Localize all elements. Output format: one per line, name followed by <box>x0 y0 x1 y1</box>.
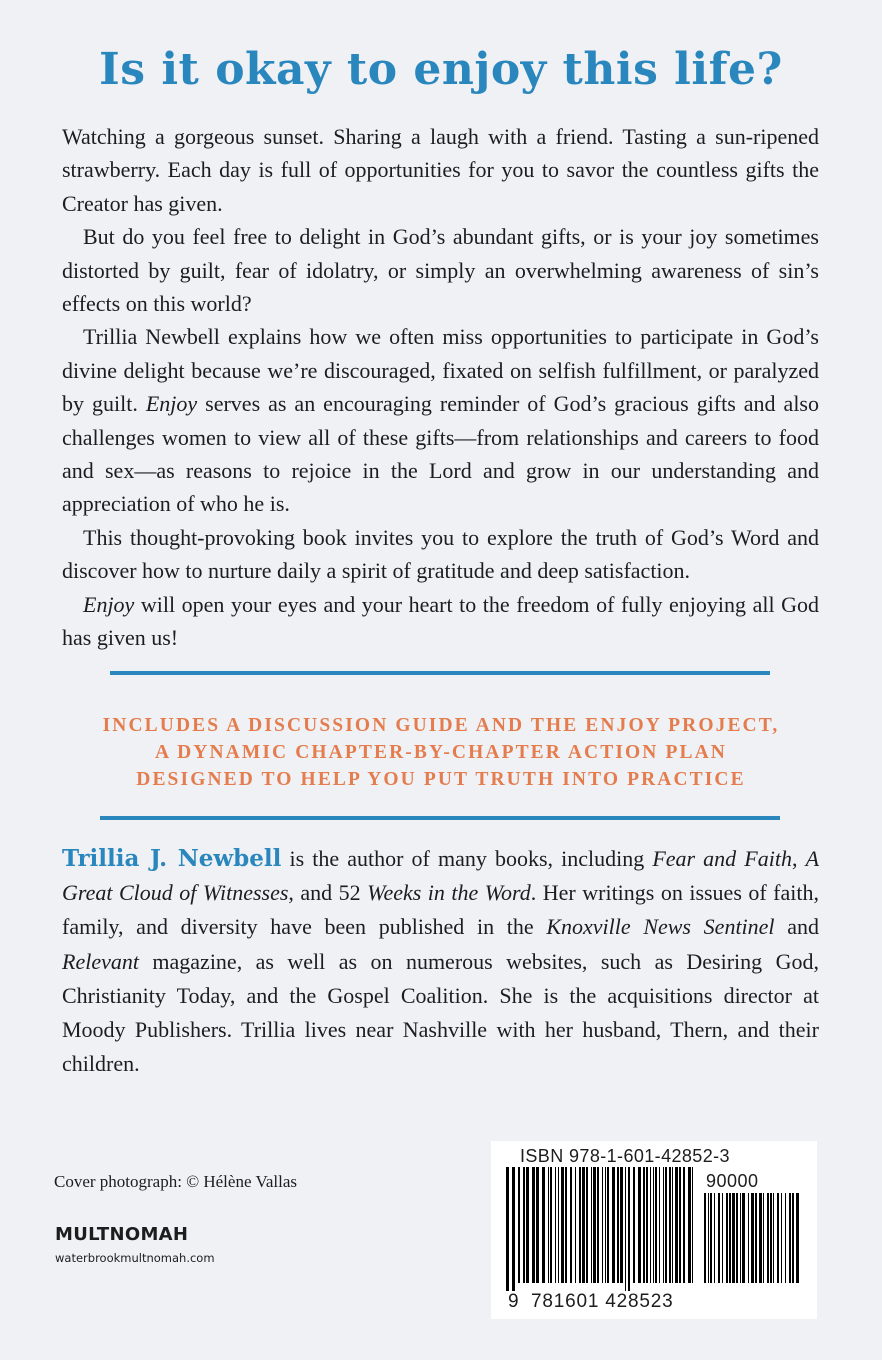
barcode-bar <box>643 1167 645 1283</box>
barcode-bar <box>650 1167 651 1283</box>
barcode-bar <box>591 1167 592 1283</box>
divider-top <box>110 671 770 675</box>
bio-text: . Her writings on issues of faith, family, and diversity have been published in the <box>62 880 819 940</box>
barcode-bar <box>655 1167 657 1283</box>
paragraph-5-text: will open your eyes and your heart to the freedom of fully enjoying all God has given us! <box>62 591 819 651</box>
barcode-bar <box>679 1167 681 1283</box>
barcode-bar <box>736 1193 738 1283</box>
barcode-bar <box>638 1167 641 1283</box>
barcode-bar <box>714 1193 715 1283</box>
barcode-bar <box>548 1167 549 1283</box>
barcode-bar <box>628 1167 630 1291</box>
publisher-logo: MULTNOMAH <box>55 1224 189 1245</box>
barcode-bar <box>781 1193 782 1283</box>
barcode-bar <box>704 1193 706 1283</box>
bio-publication-title: Relevant <box>62 948 139 974</box>
barcode-bar <box>773 1193 774 1283</box>
barcode-bar <box>675 1167 678 1283</box>
description-paragraph-1: Watching a gorgeous sunset. Sharing a laugh with a friend. Tasting a sun-ripened strawberry. Each day is full of opportunities for you to savor the countless gifts the Creator has given. <box>62 124 819 216</box>
barcode-bar <box>659 1167 660 1283</box>
barcode-bar <box>755 1193 757 1283</box>
paragraph-3-text-b: serves as an encouraging reminder of God’s gracious gifts and also challenges women to view all of these gifts—from relationships and careers to food and sex—as reasons to rejoice in the Lord and grow in our understanding and appreciation of who he is. <box>62 391 819 517</box>
price-barcode <box>704 1193 802 1291</box>
barcode-bar <box>605 1167 606 1283</box>
barcode-bar <box>620 1167 623 1283</box>
discussion-guide-callout <box>0 712 882 793</box>
barcode-bar <box>759 1193 762 1283</box>
price-code: 90000 <box>706 1171 759 1191</box>
barcode-bar <box>767 1193 769 1283</box>
barcode-bar <box>665 1167 667 1283</box>
barcode-bar <box>570 1167 572 1283</box>
callout-line-1: INCLUDES A DISCUSSION GUIDE AND THE ENJOY PROJECT, <box>102 715 780 736</box>
paragraph-3-text-a: Trillia Newbell explains how we often miss opportunities to participate in God’s divine delight because we’re discouraged, fixated on selfish fulfillment, or paralyzed by guilt. <box>62 324 819 417</box>
book-headline: Is it okay to enjoy this life? <box>99 44 783 95</box>
barcode-bar <box>732 1193 735 1283</box>
barcode-bar <box>582 1167 585 1283</box>
barcode-bar <box>785 1193 786 1283</box>
description-paragraph-3 <box>62 320 819 520</box>
barcode-bar <box>669 1167 671 1283</box>
barcode-bar <box>751 1193 754 1283</box>
barcode-bar <box>512 1167 515 1291</box>
barcode-bar <box>729 1193 731 1283</box>
barcode-bar <box>586 1167 588 1283</box>
barcode-bar <box>688 1167 691 1283</box>
barcode-bar <box>763 1193 764 1283</box>
photo-credit: Cover photograph: © Hélène Vallas <box>54 1172 297 1191</box>
barcode-digits: 781601 428523 <box>531 1291 674 1312</box>
barcode-bar <box>692 1167 693 1283</box>
barcode-bar <box>506 1167 509 1291</box>
description-paragraph-4: This thought-provoking book invites you to explore the truth of God’s Word and discover how to nurture daily a spirit of gratitude and deep satisfaction. <box>62 524 819 584</box>
barcode-bar <box>672 1167 673 1283</box>
barcode-bar <box>742 1193 745 1283</box>
barcode-bar <box>526 1167 529 1283</box>
barcode-bar <box>597 1167 599 1283</box>
barcode-bar <box>542 1167 545 1283</box>
barcode-bar <box>722 1193 723 1283</box>
barcode-bar <box>789 1193 791 1283</box>
bio-text: and <box>774 914 819 940</box>
barcode-bar <box>579 1167 581 1283</box>
barcode-bar <box>575 1167 576 1283</box>
barcode-bar <box>625 1167 626 1291</box>
bio-text: , and 52 <box>288 880 368 906</box>
description-paragraph-5 <box>62 588 819 655</box>
bio-text: is the author of many books, including <box>281 846 653 871</box>
barcode-bar <box>710 1193 712 1283</box>
barcode-bar <box>792 1193 794 1283</box>
bio-publication-title: Knoxville News Sentinel <box>546 914 775 940</box>
barcode-bar <box>718 1193 720 1283</box>
barcode-bar <box>663 1167 664 1283</box>
bio-book-title: A Great Cloud of Witnesses <box>62 846 820 906</box>
barcode-bar <box>653 1167 654 1283</box>
book-title-enjoy: Enjoy <box>83 591 135 617</box>
barcode-bar <box>607 1167 609 1283</box>
barcode-bar <box>518 1167 520 1283</box>
barcode-bar <box>777 1193 779 1283</box>
barcode-bar <box>536 1167 539 1283</box>
author-bio <box>62 842 819 1081</box>
author-name: Trillia J. Newbell <box>62 845 282 872</box>
barcode-bar <box>708 1193 709 1283</box>
description-paragraph-2: But do you feel free to delight in God’s abundant gifts, or is your joy sometimes distorted by guilt, fear of idolatry, or simply an overwhelming awareness of sin’s effects on this world? <box>62 224 819 317</box>
isbn-barcode <box>506 1167 696 1291</box>
barcode-bar <box>683 1167 685 1283</box>
callout-line-2: A DYNAMIC CHAPTER-BY-CHAPTER ACTION PLAN <box>155 742 727 763</box>
bio-text: , <box>791 846 806 871</box>
barcode-bar <box>770 1193 772 1283</box>
barcode-bar <box>617 1167 619 1283</box>
barcode-bar <box>748 1193 749 1283</box>
barcode-bar <box>646 1167 648 1283</box>
bio-book-title: Weeks in the Word <box>367 880 531 906</box>
barcode-bar <box>550 1167 552 1283</box>
barcode-bar <box>740 1193 741 1283</box>
bio-text: magazine, as well as on numerous websites, such as Desiring God, Christianity Today, and the Gospel Coalition. She is the acquisitions director at Moody Publishers. Trillia lives near Nashville with her husband, Thern, and their children. <box>62 948 819 1077</box>
book-title-enjoy: Enjoy <box>145 391 198 417</box>
barcode-bar <box>796 1193 799 1283</box>
barcode-panel <box>491 1141 817 1319</box>
barcode-bar <box>561 1167 564 1283</box>
publisher-website: waterbrookmultnomah.com <box>55 1251 215 1265</box>
barcode-lead-digit: 9 <box>508 1291 519 1312</box>
barcode-bar <box>593 1167 596 1283</box>
barcode-bar <box>523 1167 525 1283</box>
divider-bottom <box>100 816 780 820</box>
barcode-bar <box>633 1167 635 1283</box>
barcode-bar <box>565 1167 567 1283</box>
barcode-bar <box>532 1167 535 1283</box>
callout-line-3: DESIGNED TO HELP YOU PUT TRUTH INTO PRACTICE <box>136 769 746 790</box>
isbn-label: ISBN 978-1-601-42852-3 <box>520 1146 730 1166</box>
barcode-bar <box>555 1167 556 1283</box>
barcode-bar <box>612 1167 615 1283</box>
bio-book-title: Fear and Faith <box>652 846 792 871</box>
book-description <box>62 120 819 655</box>
barcode-bar <box>558 1167 559 1283</box>
barcode-bar <box>726 1193 728 1283</box>
barcode-bar <box>602 1167 603 1283</box>
